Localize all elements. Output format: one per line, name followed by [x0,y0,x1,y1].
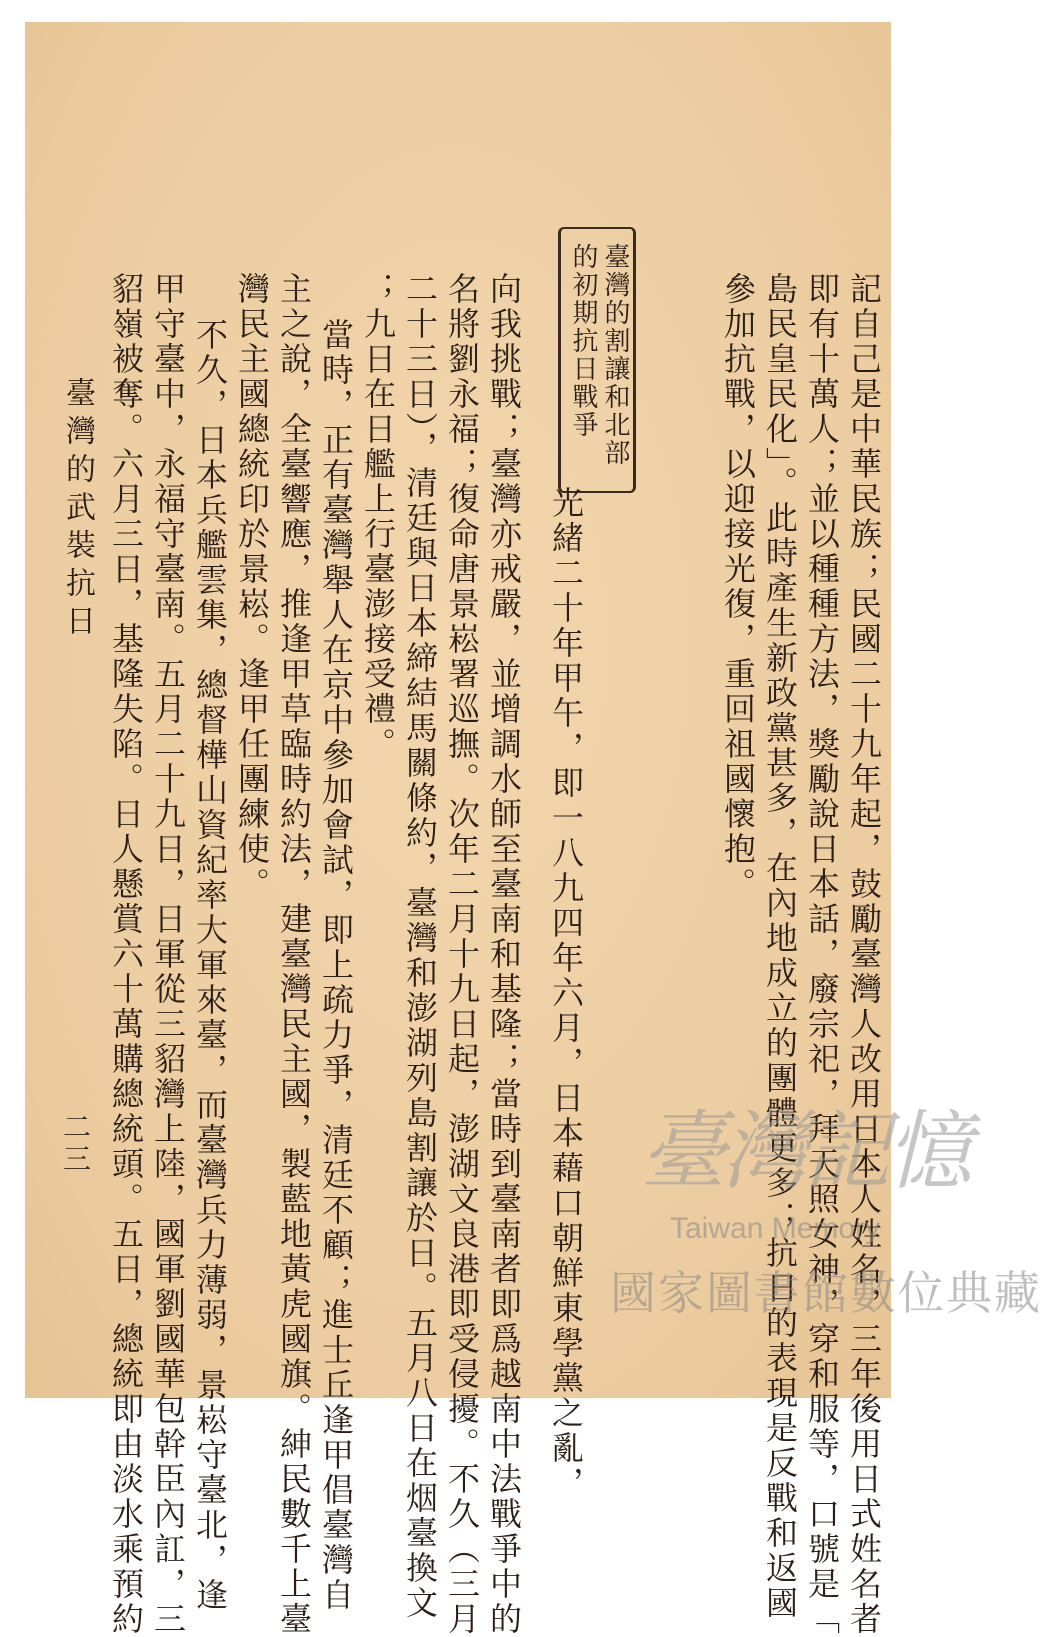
text-column-12: 灣民主國總統印於景崧。逢甲任團練使。 [233,272,271,902]
watermark-library: 國家圖書館數位典藏 [610,1266,1042,1320]
text-column-11: 主之說，全臺響應，推逢甲草臨時約法，建臺灣民主國，製藍地黃虎國旗。紳民數千上臺 [275,272,313,1637]
watermark-english: Taiwan Memory [670,1212,881,1245]
text-column-10: 當時，正有臺灣舉人在京中參加會試，即上疏力爭，清廷不顧；進士丘逢甲倡臺灣自 [317,318,355,1613]
page-number: 二三 [59,1112,92,1176]
text-column-6: 向我挑戰；臺灣亦戒嚴，並增調水師至臺南和基隆；當時到臺南者即爲越南中法戰爭中的 [485,272,523,1637]
watermark-chinese: 臺灣記憶 [640,1102,968,1202]
text-column-2: 即有十萬人；並以種種方法，獎勵說日本話，廢宗祀，拜天照女神，穿和服等，口號是「 [803,272,841,1637]
text-column-4: 參加抗戰，以迎接光復，重回祖國懷抱。 [719,272,757,902]
text-column-7: 名將劉永福；復命唐景崧署巡撫。次年二月十九日起，澎湖文良港即受侵擾。不久（三月 [443,272,481,1637]
text-column-5: 光緒二十年甲午，即一八九四年六月，日本藉口朝鮮東學黨之亂， [547,486,585,1501]
watermark [610,1082,1042,1322]
text-column-1: 記自己是中華民族；民國二十九年起，鼓勵臺灣人改用日本人姓名，三年後用日式姓名者 [845,272,883,1637]
text-column-15: 貂嶺被奪。六月三日，基隆失陷。日人懸賞六十萬購總統頭。五日，總統即由淡水乘預約 [107,272,145,1637]
text-column-8: 二十三日），清廷與日本締結馬關條約，臺灣和澎湖列島割讓於日。五月八日在烟臺換文 [401,272,439,1621]
section-heading-box [558,227,636,493]
text-column-3: 島民皇民化」。此時產生新政黨甚多，在內地成立的團體更多；抗日的表現是反戰和返國 [761,272,799,1621]
text-column-14: 甲守臺中，永福守臺南。五月二十九日，日軍從三貂灣上陸，國軍劉國華包幹臣內訌，三 [149,272,187,1637]
running-head: 臺灣的武裝抗日 [60,377,95,643]
text-column-13: 不久，日本兵艦雲集，總督樺山資紀率大軍來臺，而臺灣兵力薄弱，景崧守臺北，逢 [191,318,229,1613]
scanned-page [25,22,1042,1637]
text-column-9: ；九日在日艦上行臺澎接受禮。 [359,272,397,762]
section-heading-line-2: 的初期抗日戰爭 [568,243,598,439]
section-heading-line-1: 臺灣的割讓和北部 [600,243,630,467]
